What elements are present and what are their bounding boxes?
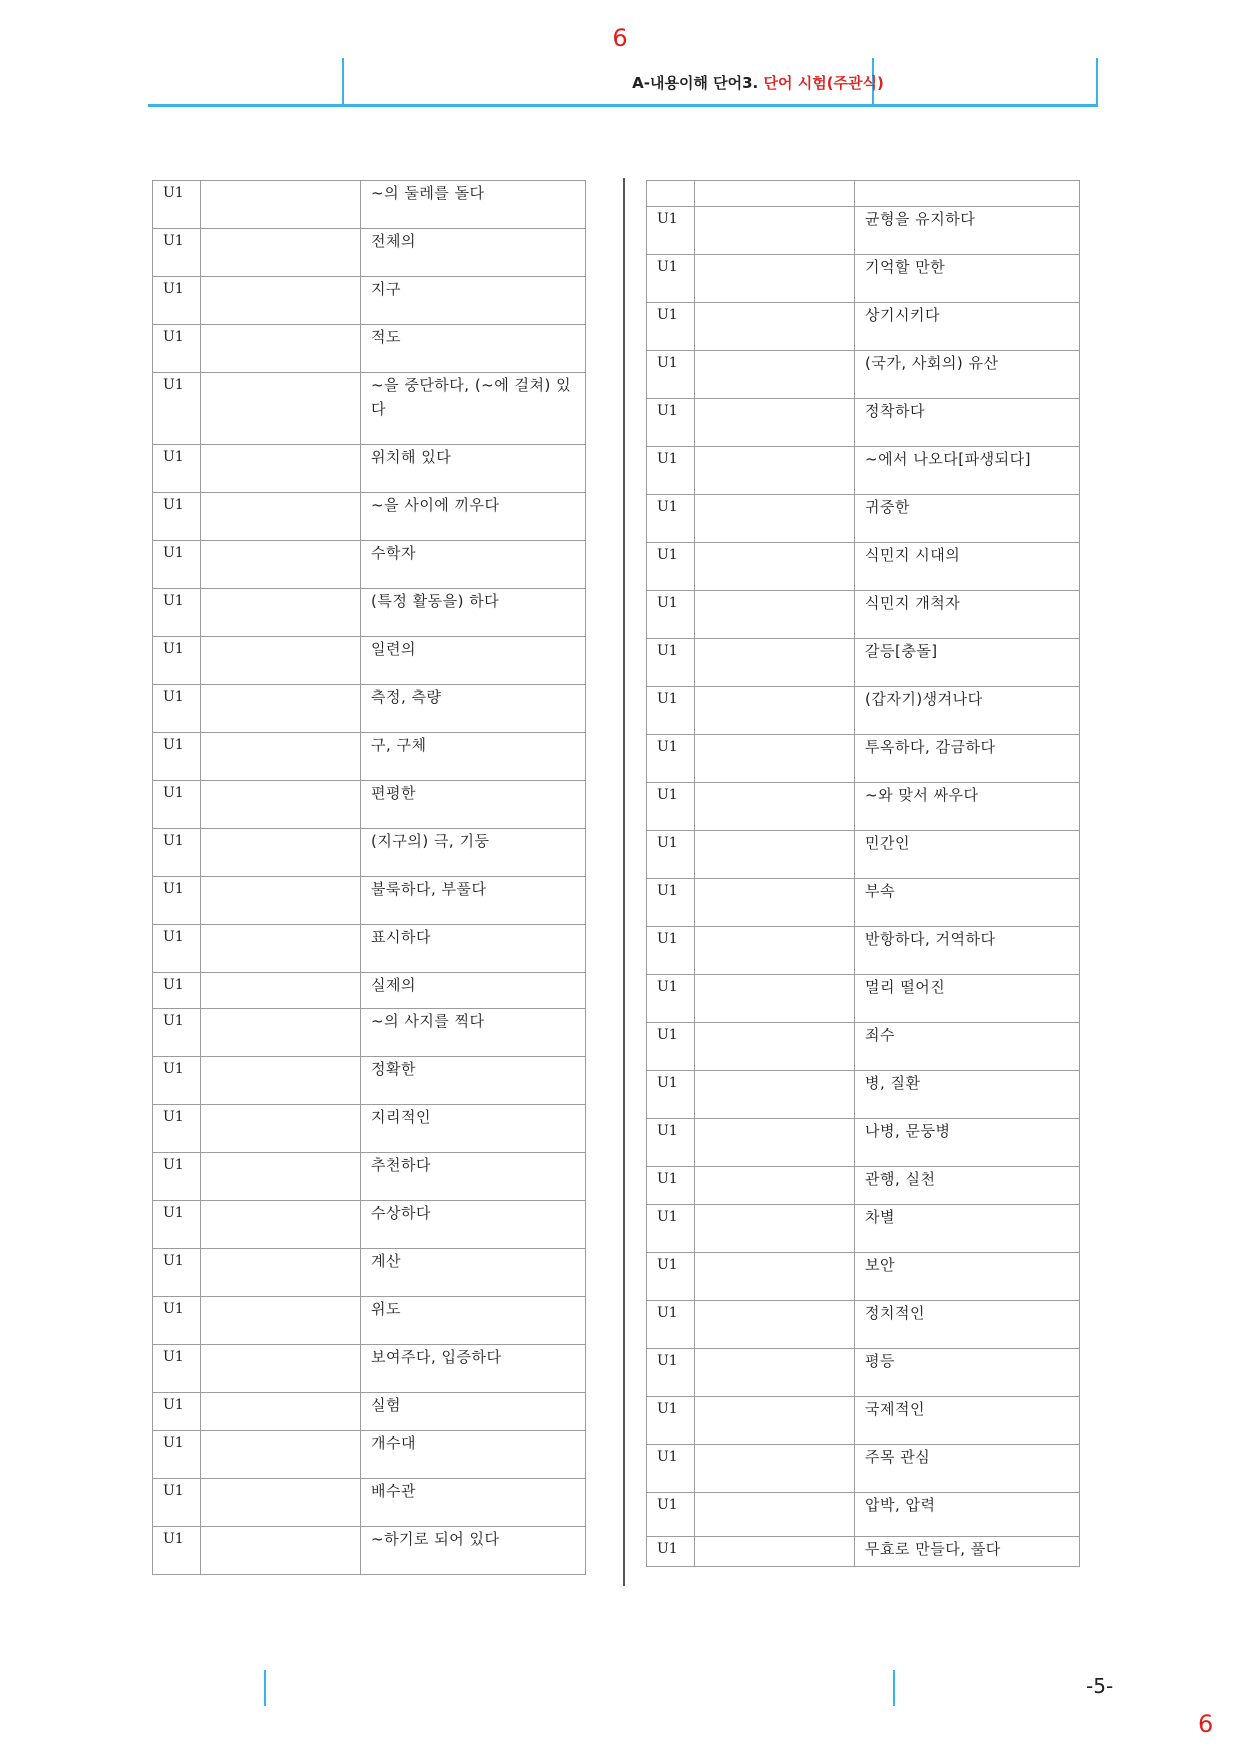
table-row (647, 591, 1080, 639)
unit-code: U1 (153, 277, 201, 325)
table-row (153, 733, 586, 781)
korean-meaning: (갑자기)생겨나다 (855, 687, 1080, 735)
answer-blank[interactable] (695, 207, 855, 255)
unit-code: U1 (153, 733, 201, 781)
unit-code: U1 (647, 1167, 695, 1205)
korean-meaning: 귀중한 (855, 495, 1080, 543)
answer-blank[interactable] (695, 687, 855, 735)
table-row (153, 877, 586, 925)
unit-code: U1 (647, 687, 695, 735)
unit-code: U1 (647, 783, 695, 831)
answer-blank[interactable] (695, 1205, 855, 1253)
korean-meaning: 차별 (855, 1205, 1080, 1253)
answer-blank[interactable] (695, 1537, 855, 1567)
korean-meaning: 기억할 만한 (855, 255, 1080, 303)
unit-code: U1 (153, 1009, 201, 1057)
answer-blank[interactable] (695, 735, 855, 783)
right-column (646, 180, 1080, 1567)
answer-blank[interactable] (695, 831, 855, 879)
unit-code: U1 (153, 1479, 201, 1527)
korean-meaning: 부속 (855, 879, 1080, 927)
korean-meaning: 적도 (361, 325, 586, 373)
header-title-prefix: A-내용이해 단어3. (632, 74, 759, 92)
answer-blank[interactable] (695, 1253, 855, 1301)
table-row (153, 1201, 586, 1249)
table-row (153, 925, 586, 973)
table-row (647, 255, 1080, 303)
answer-blank[interactable] (695, 1349, 855, 1397)
korean-meaning: 보안 (855, 1253, 1080, 1301)
korean-meaning: 보여주다, 입증하다 (361, 1345, 586, 1393)
unit-code: U1 (153, 589, 201, 637)
korean-meaning: 압박, 압력 (855, 1493, 1080, 1537)
unit-code: U1 (153, 1057, 201, 1105)
korean-meaning: 실제의 (361, 973, 586, 1009)
korean-meaning: (지구의) 극, 기둥 (361, 829, 586, 877)
table-row (153, 1297, 586, 1345)
answer-blank[interactable] (201, 877, 361, 925)
korean-meaning: 무효로 만들다, 풀다 (855, 1537, 1080, 1567)
answer-blank[interactable] (695, 399, 855, 447)
unit-code: U1 (647, 351, 695, 399)
unit-code: U1 (647, 543, 695, 591)
table-row (153, 1249, 586, 1297)
unit-code: U1 (647, 303, 695, 351)
answer-blank[interactable] (201, 829, 361, 877)
answer-blank[interactable] (695, 1071, 855, 1119)
table-row (153, 1105, 586, 1153)
answer-blank[interactable] (201, 1393, 361, 1431)
korean-meaning: (국가, 사회의) 유산 (855, 351, 1080, 399)
korean-meaning: 수학자 (361, 541, 586, 589)
header-bar (148, 58, 1098, 107)
unit-code: U1 (153, 829, 201, 877)
answer-blank[interactable] (695, 927, 855, 975)
unit-code: U1 (153, 973, 201, 1009)
table-row (153, 493, 586, 541)
unit-code: U1 (647, 639, 695, 687)
table-row (153, 445, 586, 493)
answer-blank[interactable] (201, 1105, 361, 1153)
table-row (647, 303, 1080, 351)
table-row (647, 181, 1080, 207)
unit-code: U1 (647, 1205, 695, 1253)
korean-meaning: 추천하다 (361, 1153, 586, 1201)
unit-code: U1 (647, 255, 695, 303)
table-row (153, 373, 586, 445)
answer-blank[interactable] (201, 1009, 361, 1057)
table-row (153, 829, 586, 877)
unit-code: U1 (647, 831, 695, 879)
table-row (647, 1349, 1080, 1397)
answer-blank[interactable] (201, 1527, 361, 1575)
answer-blank[interactable] (201, 781, 361, 829)
answer-blank[interactable] (695, 447, 855, 495)
corner-marker: 6 (1198, 1710, 1214, 1738)
unit-code: U1 (153, 1201, 201, 1249)
table-row (153, 325, 586, 373)
answer-blank[interactable] (695, 543, 855, 591)
korean-meaning: 실험 (361, 1393, 586, 1431)
table-row (647, 447, 1080, 495)
page-marker-top: 6 (612, 24, 628, 52)
korean-meaning: 위치해 있다 (361, 445, 586, 493)
unit-code: U1 (647, 1023, 695, 1071)
table-row (647, 1205, 1080, 1253)
answer-blank[interactable] (695, 1301, 855, 1349)
korean-meaning: ~의 사지를 찍다 (361, 1009, 586, 1057)
korean-meaning: 나병, 문둥병 (855, 1119, 1080, 1167)
korean-meaning: ~을 중단하다, (~에 걸쳐) 있다 (361, 373, 586, 445)
unit-code: U1 (153, 1393, 201, 1431)
korean-meaning: 멀리 떨어진 (855, 975, 1080, 1023)
unit-code: U1 (153, 1249, 201, 1297)
korean-meaning: 민간인 (855, 831, 1080, 879)
table-row (153, 229, 586, 277)
korean-meaning: 측정, 측량 (361, 685, 586, 733)
answer-blank[interactable] (695, 1445, 855, 1493)
korean-meaning: 평등 (855, 1349, 1080, 1397)
unit-code: U1 (647, 1071, 695, 1119)
korean-meaning: 관행, 실천 (855, 1167, 1080, 1205)
answer-blank[interactable] (201, 1479, 361, 1527)
table-row (647, 1023, 1080, 1071)
table-row (647, 879, 1080, 927)
table-row (647, 1167, 1080, 1205)
header-title-highlight: 단어 시험(주관식) (763, 74, 884, 92)
korean-meaning: 개수대 (361, 1431, 586, 1479)
table-row (153, 1345, 586, 1393)
table-row (647, 927, 1080, 975)
answer-blank[interactable] (695, 783, 855, 831)
unit-code: U1 (153, 541, 201, 589)
table-row (647, 543, 1080, 591)
unit-code: U1 (647, 1397, 695, 1445)
korean-meaning: 지구 (361, 277, 586, 325)
korean-meaning: 불룩하다, 부풀다 (361, 877, 586, 925)
unit-code: U1 (647, 927, 695, 975)
korean-meaning: 상기시키다 (855, 303, 1080, 351)
unit-code: U1 (153, 373, 201, 445)
unit-code: U1 (647, 447, 695, 495)
unit-code: U1 (647, 735, 695, 783)
unit-code: U1 (647, 495, 695, 543)
answer-blank[interactable] (695, 591, 855, 639)
answer-blank[interactable] (695, 1023, 855, 1071)
answer-blank[interactable] (695, 1119, 855, 1167)
answer-blank[interactable] (695, 1493, 855, 1537)
korean-meaning: 구, 구체 (361, 733, 586, 781)
table-row (647, 207, 1080, 255)
table-row (647, 1493, 1080, 1537)
unit-code: U1 (647, 1493, 695, 1537)
answer-blank[interactable] (695, 181, 855, 207)
unit-code: U1 (647, 207, 695, 255)
header-divider-left (342, 58, 344, 104)
korean-meaning: 죄수 (855, 1023, 1080, 1071)
answer-blank[interactable] (201, 1057, 361, 1105)
unit-code: U1 (153, 445, 201, 493)
unit-code: U1 (153, 1431, 201, 1479)
table-row (647, 639, 1080, 687)
left-vocab-table (152, 180, 586, 1575)
unit-code: U1 (153, 925, 201, 973)
unit-code: U1 (153, 493, 201, 541)
answer-blank[interactable] (695, 879, 855, 927)
table-row (647, 975, 1080, 1023)
korean-meaning: ~의 둘레를 돌다 (361, 181, 586, 229)
answer-blank[interactable] (695, 1397, 855, 1445)
korean-meaning: 병, 질환 (855, 1071, 1080, 1119)
answer-blank[interactable] (201, 973, 361, 1009)
table-row (647, 831, 1080, 879)
unit-code: U1 (153, 1153, 201, 1201)
table-row (153, 1527, 586, 1575)
korean-meaning: 전체의 (361, 229, 586, 277)
korean-meaning: 국제적인 (855, 1397, 1080, 1445)
unit-code: U1 (153, 781, 201, 829)
answer-blank[interactable] (201, 1297, 361, 1345)
answer-blank[interactable] (695, 639, 855, 687)
korean-meaning: 지리적인 (361, 1105, 586, 1153)
table-row (647, 735, 1080, 783)
answer-blank[interactable] (201, 1201, 361, 1249)
table-row (153, 1009, 586, 1057)
answer-blank[interactable] (695, 975, 855, 1023)
korean-meaning (855, 181, 1080, 207)
unit-code: U1 (647, 1445, 695, 1493)
answer-blank[interactable] (201, 925, 361, 973)
answer-blank[interactable] (201, 493, 361, 541)
answer-blank[interactable] (201, 325, 361, 373)
unit-code: U1 (153, 1345, 201, 1393)
korean-meaning: 균형을 유지하다 (855, 207, 1080, 255)
korean-meaning: 정착하다 (855, 399, 1080, 447)
korean-meaning: ~하기로 되어 있다 (361, 1527, 586, 1575)
table-row (647, 495, 1080, 543)
answer-blank[interactable] (201, 733, 361, 781)
table-row (647, 1445, 1080, 1493)
answer-blank[interactable] (201, 541, 361, 589)
unit-code: U1 (647, 975, 695, 1023)
korean-meaning: 식민지 개척자 (855, 591, 1080, 639)
unit-code: U1 (153, 877, 201, 925)
korean-meaning: 정확한 (361, 1057, 586, 1105)
table-row (647, 1397, 1080, 1445)
unit-code: U1 (153, 229, 201, 277)
unit-code: U1 (647, 1119, 695, 1167)
column-divider (623, 178, 625, 1586)
unit-code: U1 (153, 1105, 201, 1153)
table-row (647, 1253, 1080, 1301)
unit-code: U1 (647, 1349, 695, 1397)
korean-meaning: 위도 (361, 1297, 586, 1345)
answer-blank[interactable] (201, 1153, 361, 1201)
unit-code: U1 (153, 1297, 201, 1345)
table-row (647, 687, 1080, 735)
korean-meaning: 계산 (361, 1249, 586, 1297)
korean-meaning: ~을 사이에 끼우다 (361, 493, 586, 541)
korean-meaning: 갈등[충돌] (855, 639, 1080, 687)
table-row (153, 541, 586, 589)
table-row (153, 1153, 586, 1201)
table-row (647, 1537, 1080, 1567)
left-column (152, 180, 586, 1575)
unit-code: U1 (647, 1301, 695, 1349)
unit-code: U1 (153, 1527, 201, 1575)
table-row (153, 277, 586, 325)
answer-blank[interactable] (201, 277, 361, 325)
table-row (647, 399, 1080, 447)
unit-code: U1 (153, 685, 201, 733)
korean-meaning: 편평한 (361, 781, 586, 829)
table-row (647, 1301, 1080, 1349)
answer-blank[interactable] (201, 589, 361, 637)
unit-code: U1 (647, 1253, 695, 1301)
answer-blank[interactable] (201, 1431, 361, 1479)
table-row (153, 781, 586, 829)
table-row (153, 589, 586, 637)
table-row (153, 1057, 586, 1105)
footer-divider-right (893, 1670, 895, 1706)
korean-meaning: 배수관 (361, 1479, 586, 1527)
korean-meaning: 식민지 시대의 (855, 543, 1080, 591)
unit-code (647, 181, 695, 207)
unit-code: U1 (647, 879, 695, 927)
answer-blank[interactable] (695, 351, 855, 399)
answer-blank[interactable] (201, 685, 361, 733)
korean-meaning: ~에서 나오다[파생되다] (855, 447, 1080, 495)
table-row (647, 1071, 1080, 1119)
table-row (153, 1479, 586, 1527)
unit-code: U1 (647, 399, 695, 447)
table-row (153, 1393, 586, 1431)
table-row (153, 973, 586, 1009)
korean-meaning: 주목 관심 (855, 1445, 1080, 1493)
korean-meaning: 수상하다 (361, 1201, 586, 1249)
korean-meaning: 반항하다, 거역하다 (855, 927, 1080, 975)
answer-blank[interactable] (201, 1345, 361, 1393)
korean-meaning: ~와 맞서 싸우다 (855, 783, 1080, 831)
table-row (153, 181, 586, 229)
right-vocab-table (646, 180, 1080, 1567)
answer-blank[interactable] (201, 181, 361, 229)
footer-divider-left (264, 1670, 266, 1706)
answer-blank[interactable] (695, 303, 855, 351)
answer-blank[interactable] (695, 255, 855, 303)
korean-meaning: (특정 활동을) 하다 (361, 589, 586, 637)
unit-code: U1 (153, 181, 201, 229)
answer-blank[interactable] (201, 445, 361, 493)
answer-blank[interactable] (201, 373, 361, 445)
unit-code: U1 (647, 591, 695, 639)
header-divider-end (1096, 58, 1098, 104)
answer-blank[interactable] (201, 229, 361, 277)
table-row (647, 1119, 1080, 1167)
korean-meaning: 표시하다 (361, 925, 586, 973)
table-row (153, 637, 586, 685)
table-row (153, 685, 586, 733)
korean-meaning: 정치적인 (855, 1301, 1080, 1349)
answer-blank[interactable] (201, 1249, 361, 1297)
unit-code: U1 (153, 637, 201, 685)
answer-blank[interactable] (695, 1167, 855, 1205)
page-number: -5- (1086, 1674, 1114, 1698)
answer-blank[interactable] (201, 637, 361, 685)
answer-blank[interactable] (695, 495, 855, 543)
unit-code: U1 (153, 325, 201, 373)
korean-meaning: 투옥하다, 감금하다 (855, 735, 1080, 783)
korean-meaning: 일련의 (361, 637, 586, 685)
table-row (647, 783, 1080, 831)
table-row (153, 1431, 586, 1479)
unit-code: U1 (647, 1537, 695, 1567)
table-row (647, 351, 1080, 399)
header-title (494, 72, 1022, 93)
